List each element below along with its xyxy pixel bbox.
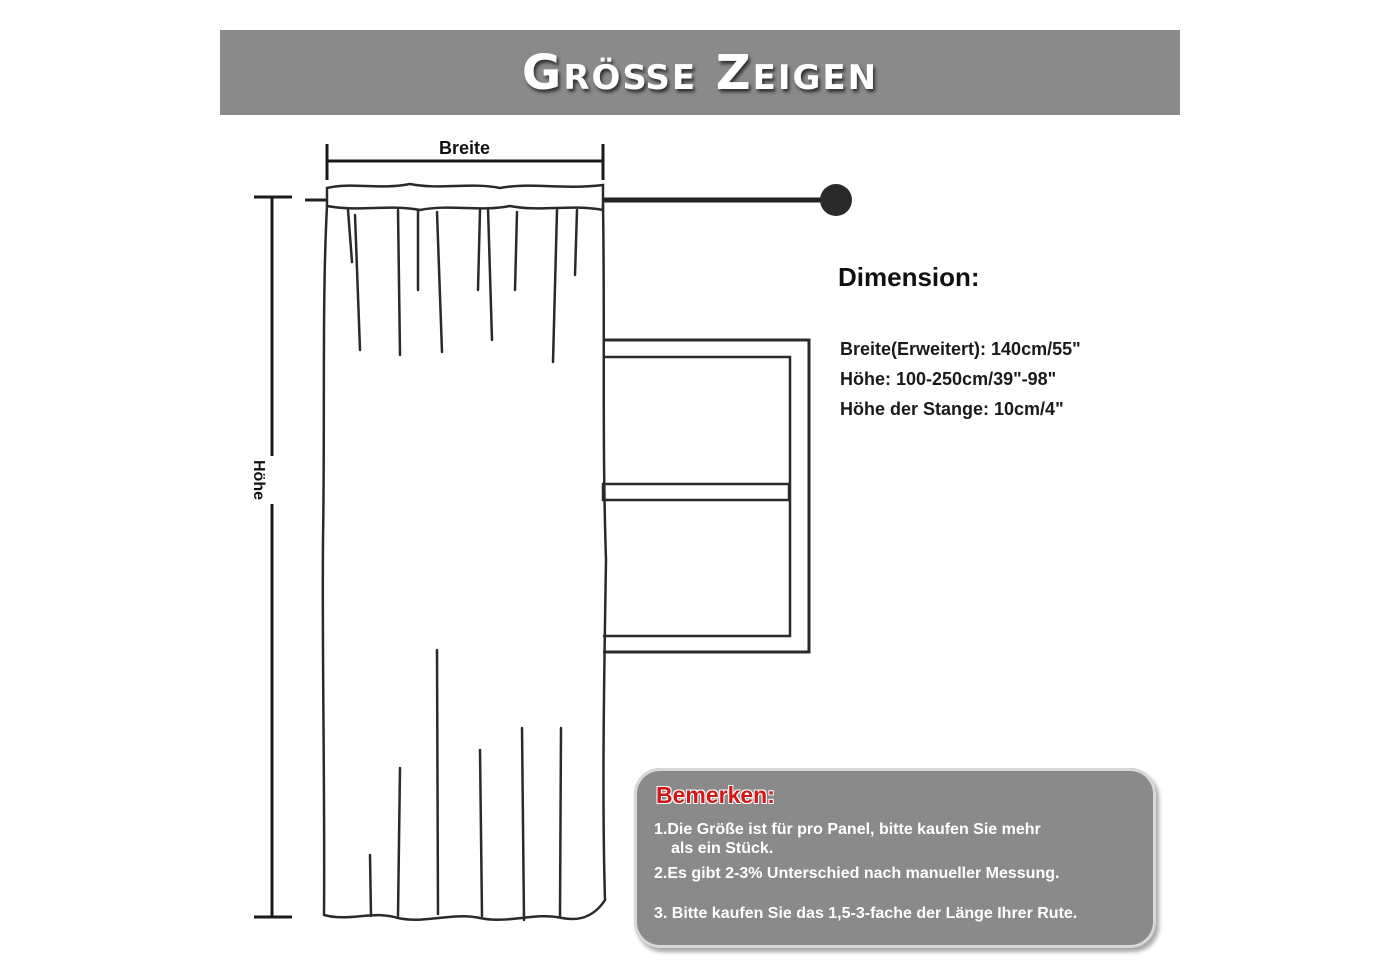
note-item-1-line-2: als ein Stück.	[671, 840, 774, 857]
note-item-2: 2.Es gibt 2-3% Unterschied nach manueller Messung.	[654, 865, 1060, 882]
note-item-1-line-1: 1.Die Größe ist für pro Panel, bitte kaufen Sie mehr	[654, 821, 1041, 838]
window-frame	[603, 340, 809, 652]
curtain-panel	[323, 184, 606, 920]
height-dimension-line	[254, 197, 292, 917]
width-label: Breite	[439, 138, 491, 158]
dimension-heading: Dimension:	[838, 262, 980, 292]
notes-heading: Bemerken:	[656, 782, 775, 808]
note-item-3: 3. Bitte kaufen Sie das 1,5-3-fache der Länge Ihrer Rute.	[654, 905, 1078, 922]
notes-box	[634, 768, 1156, 948]
dimension-item-width: Breite(Erweitert): 140cm/55"	[840, 339, 1081, 359]
note-item-1	[654, 820, 1124, 858]
dimension-item-rod-height: Höhe der Stange: 10cm/4"	[840, 399, 1064, 419]
dimension-list	[840, 336, 1081, 426]
height-label: Höhe	[250, 460, 267, 500]
dimension-item-height: Höhe: 100-250cm/39"-98"	[840, 369, 1057, 389]
page-title: Größe Zeigen	[521, 44, 879, 101]
